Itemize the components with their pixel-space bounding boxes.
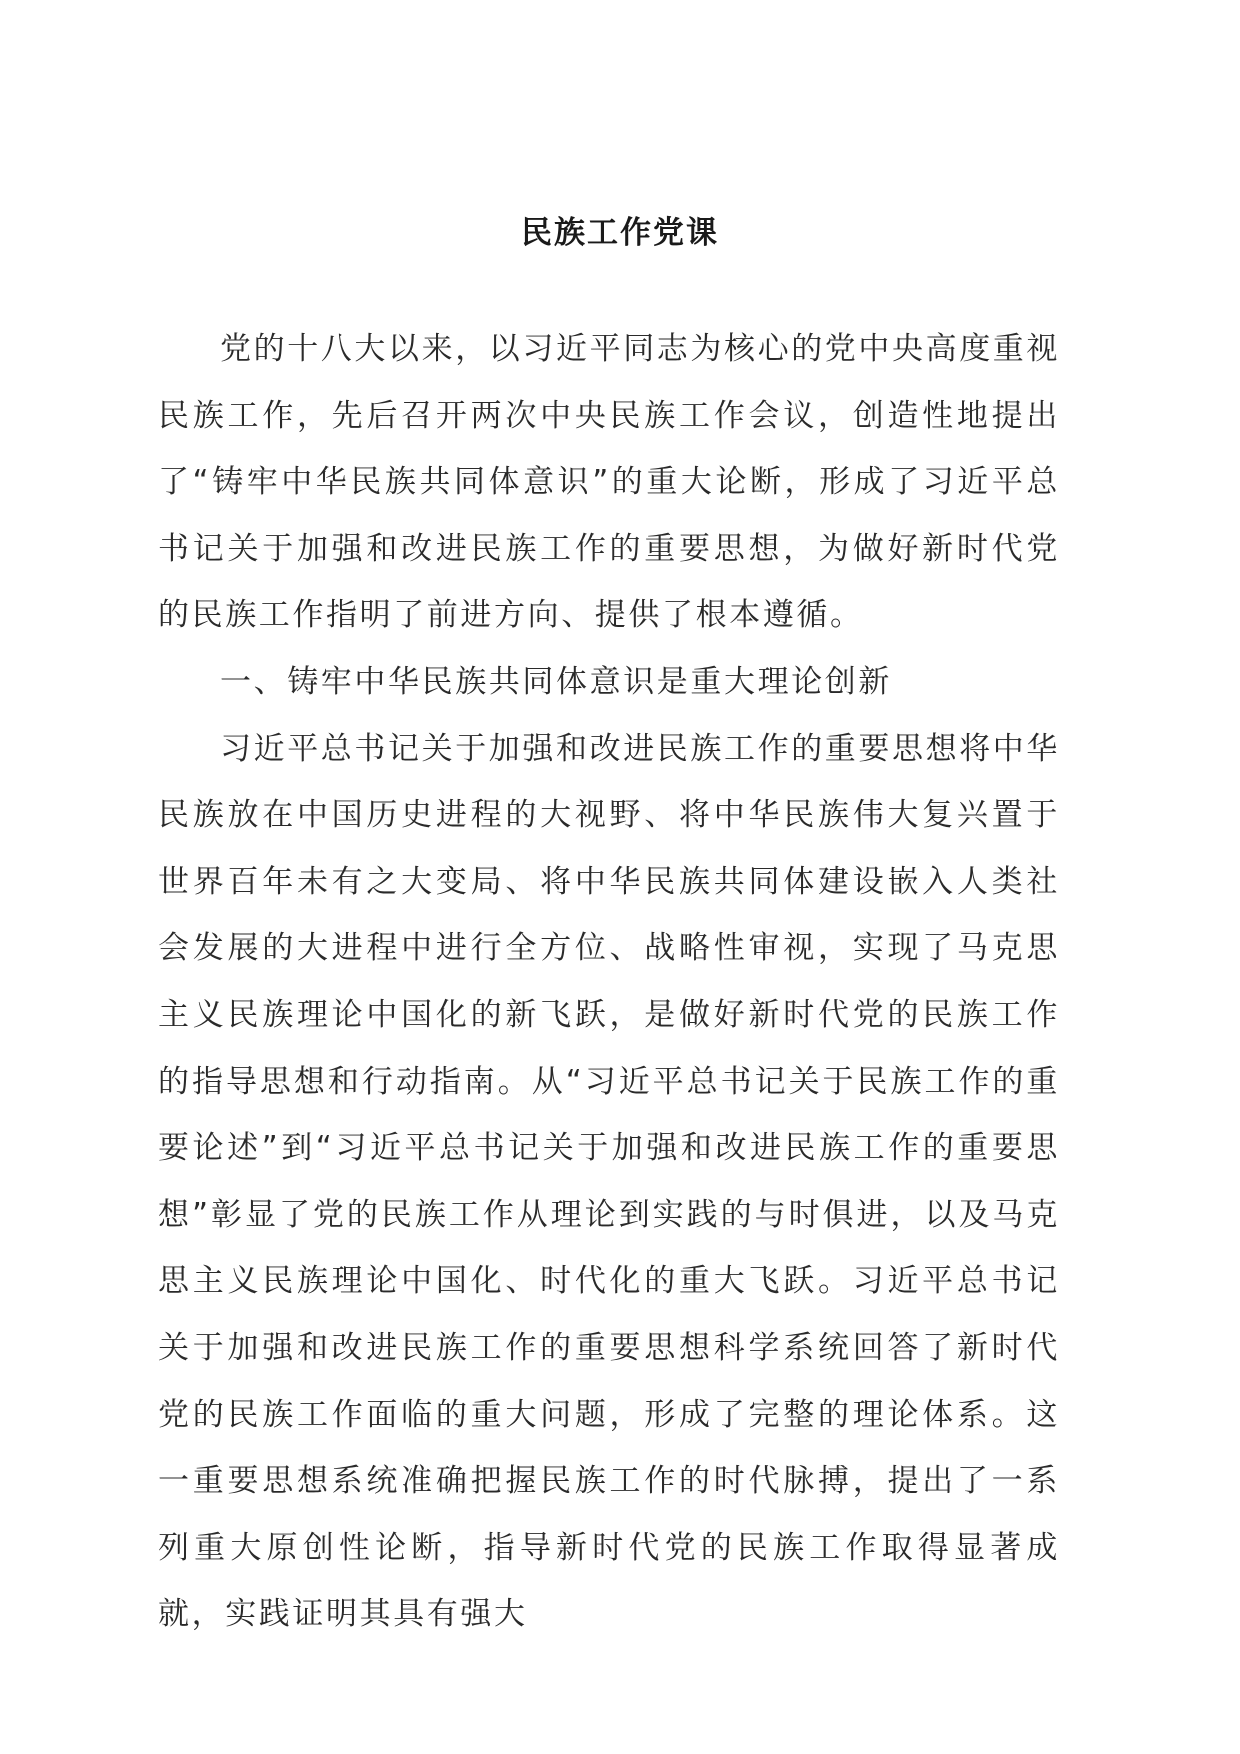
paragraph-intro: 党的十八大以来，以习近平同志为核心的党中央高度重视民族工作，先后召开两次中央民族工作会议，创造性地提出了“铸牢中华民族共同体意识”的重大论断，形成了习近平总书记关于加强和改进民族工作的重要思想，为做好新时代党的民族工作指明了前进方向、提供了根本遵循。: [158, 331, 1060, 634]
document-title: 民族工作党课: [521, 215, 719, 251]
section-heading-1: 一、铸牢中华民族共同体意识是重大理论创新: [220, 663, 892, 700]
document-body: [158, 316, 1060, 1648]
paragraph-section-1: 习近平总书记关于加强和改进民族工作的重要思想将中华民族放在中国历史进程的大视野、将中华民族伟大复兴置于世界百年未有之大变局、将中华民族共同体建设嵌入人类社会发展的大进程中进行全方位、战略性审视，实现了马克思主义民族理论中国化的新飞跃，是做好新时代党的民族工作的指导思想和行动指南。从“习近平总书记关于民族工作的重要论述”到“习近平总书记关于加强和改进民族工作的重要思想”彰显了党的民族工作从理论到实践的与时俱进，以及马克思主义民族理论中国化、时代化的重大飞跃。习近平总书记关于加强和改进民族工作的重要思想科学系统回答了新时代党的民族工作面临的重大问题，形成了完整的理论体系。这一重要思想系统准确把握民族工作的时代脉搏，提出了一系列重大原创性论断，指导新时代党的民族工作取得显著成就，实践证明其具有强大: [158, 730, 1060, 1633]
